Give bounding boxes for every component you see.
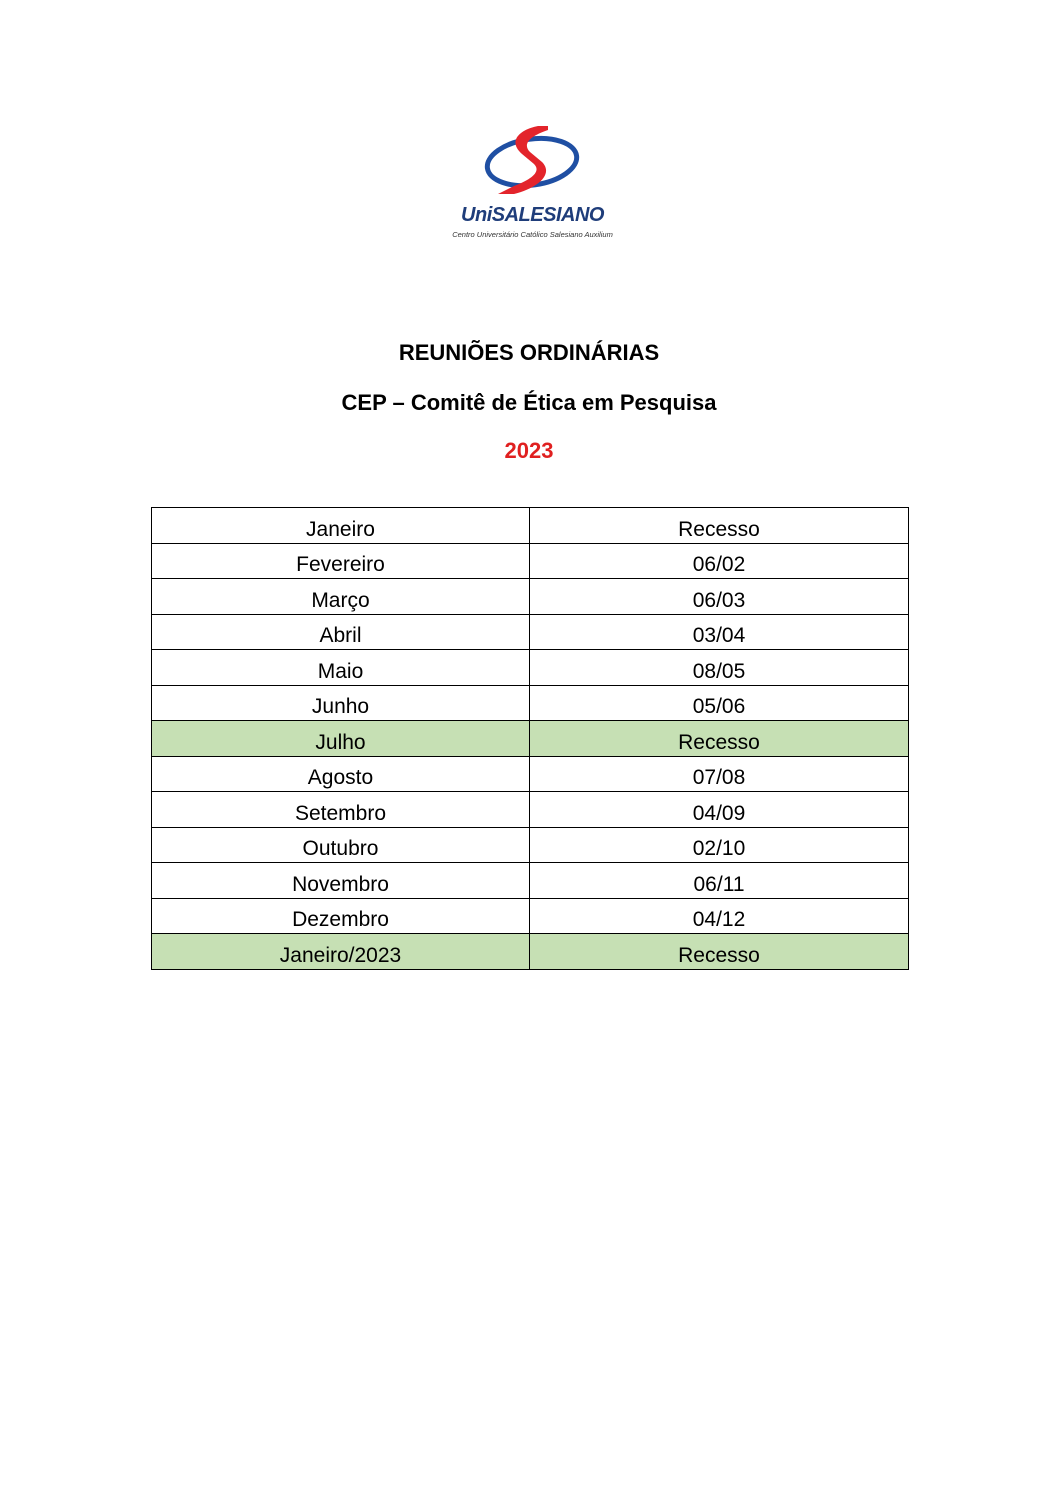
unisalesiano-logo	[430, 122, 635, 244]
month-cell: Julho	[152, 721, 530, 757]
table-row	[152, 756, 909, 792]
meeting-date-cell: Recesso	[530, 721, 909, 757]
schedule-body	[152, 508, 909, 970]
table-row	[152, 792, 909, 828]
committee-name: CEP – Comitê de Ética em Pesquisa	[341, 390, 717, 415]
meeting-date-cell: Recesso	[530, 934, 909, 970]
table-row	[152, 863, 909, 899]
month-cell: Setembro	[152, 792, 530, 828]
table-row	[152, 614, 909, 650]
document-title: REUNIÕES ORDINÁRIAS	[398, 340, 660, 365]
month-cell: Fevereiro	[152, 543, 530, 579]
month-cell: Março	[152, 579, 530, 615]
meeting-date-cell: 06/03	[530, 579, 909, 615]
month-cell: Dezembro	[152, 898, 530, 934]
meeting-date-cell: 07/08	[530, 756, 909, 792]
table-row	[152, 579, 909, 615]
table-row	[152, 827, 909, 863]
meeting-date-cell: 04/12	[530, 898, 909, 934]
meeting-date-cell: 03/04	[530, 614, 909, 650]
table-row	[152, 685, 909, 721]
meeting-date-cell: Recesso	[530, 508, 909, 544]
meeting-date-cell: 04/09	[530, 792, 909, 828]
logo-name: UniSALESIANO	[461, 204, 604, 226]
meeting-schedule-table	[151, 507, 909, 970]
logo-s-emblem-icon	[430, 122, 635, 204]
month-cell: Janeiro	[152, 508, 530, 544]
month-cell: Janeiro/2023	[152, 934, 530, 970]
meeting-date-cell: 08/05	[530, 650, 909, 686]
table-row	[152, 934, 909, 970]
month-cell: Junho	[152, 685, 530, 721]
meeting-date-cell: 05/06	[530, 685, 909, 721]
meeting-date-cell: 02/10	[530, 827, 909, 863]
month-cell: Agosto	[152, 756, 530, 792]
meeting-date-cell: 06/11	[530, 863, 909, 899]
month-cell: Outubro	[152, 827, 530, 863]
meeting-date-cell: 06/02	[530, 543, 909, 579]
logo-subtitle: Centro Universitário Católico Salesiano Auxilium	[452, 230, 613, 239]
table-row	[152, 650, 909, 686]
month-cell: Maio	[152, 650, 530, 686]
year-label: 2023	[504, 438, 554, 463]
table-row	[152, 543, 909, 579]
table-row	[152, 721, 909, 757]
table-row	[152, 508, 909, 544]
table-row	[152, 898, 909, 934]
month-cell: Novembro	[152, 863, 530, 899]
month-cell: Abril	[152, 614, 530, 650]
